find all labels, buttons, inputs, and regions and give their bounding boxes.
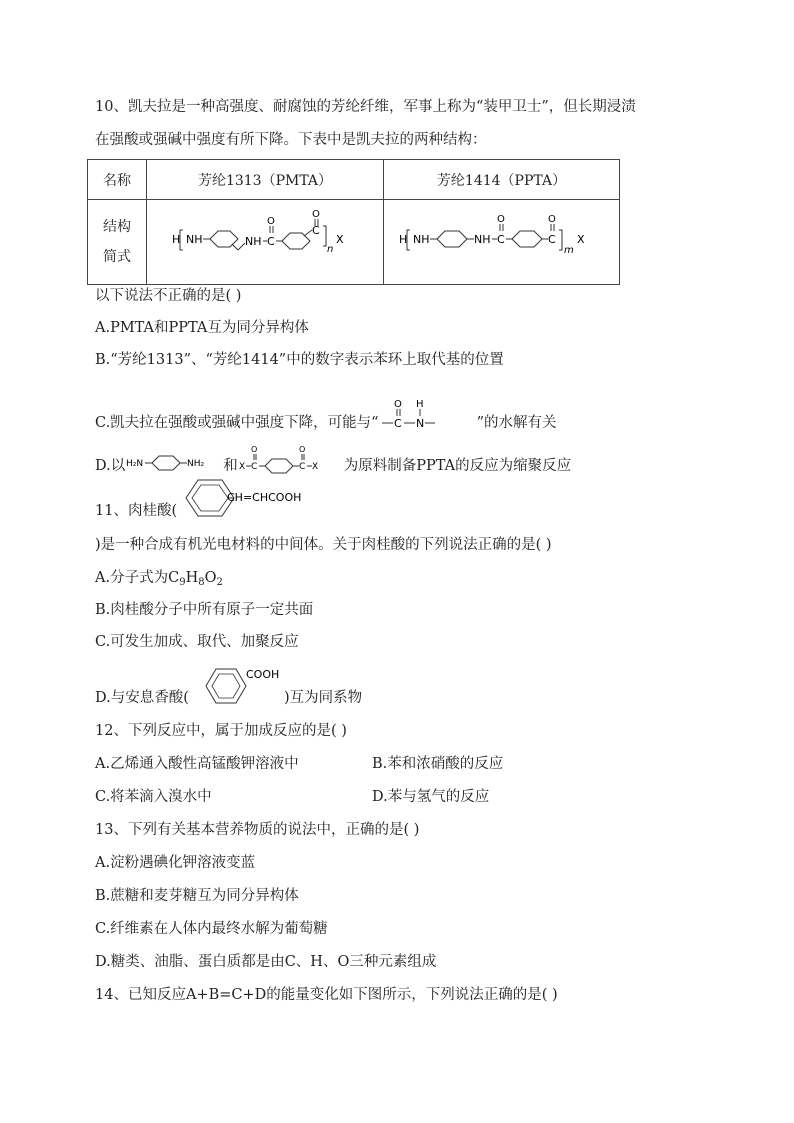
- ppta-o2: O: [547, 214, 556, 225]
- pmta-c2: C: [312, 224, 320, 237]
- q11-a-pre: A.分子式为C: [95, 570, 180, 586]
- amide-h: H: [415, 399, 424, 410]
- pmta-nh1: NH: [186, 233, 203, 246]
- acyl-x1: X: [238, 462, 245, 472]
- ppta-m: m: [563, 245, 574, 256]
- q11-d-post: )互为同系物: [284, 690, 363, 706]
- q10-d-text-pre: D.以: [95, 458, 126, 474]
- p-phenylenediamine-formula: [125, 450, 223, 476]
- q10-option-d: [95, 444, 571, 478]
- amide-n: N: [415, 417, 424, 430]
- ppta-structure-cell: [384, 200, 620, 285]
- acyl-x2: X: [311, 462, 318, 472]
- diamine-right: NH₂: [187, 459, 205, 469]
- benzoic-cooh: COOH: [246, 668, 280, 681]
- q12-option-a: A.乙烯通入酸性高锰酸钾溶液中: [95, 756, 299, 772]
- ppta-c1: C: [496, 233, 505, 246]
- ppta-x: X: [576, 233, 585, 246]
- q11-stem-line2: )是一种合成有机光电材料的中间体。关于肉桂酸的下列说法正确的是( ): [95, 537, 552, 553]
- q10-c-text-post: ”的水解有关: [476, 415, 557, 431]
- q11-a-sub-8: 8: [198, 577, 205, 588]
- ppta-nh1: NH: [412, 233, 429, 246]
- pmta-x: X: [336, 233, 344, 246]
- q12-option-b: B.苯和浓硝酸的反应: [372, 756, 504, 772]
- diamine-left: H₂N: [126, 459, 144, 469]
- q10-option-c: [95, 397, 557, 433]
- pmta-o1: O: [267, 216, 275, 227]
- acyl-o2: O: [298, 445, 306, 454]
- q11-a-sub-9: 9: [179, 577, 186, 588]
- table-header-name: 名称: [88, 160, 147, 200]
- terephthaloyl-halide-formula: [238, 444, 344, 478]
- q13-option-d: D.糖类、油脂、蛋白质都是由C、H、O三种元素组成: [95, 954, 437, 970]
- q11-a-o: O: [204, 570, 217, 586]
- q10-option-a: A.PMTA和PPTA互为同分异构体: [95, 320, 309, 336]
- q14-stem: 14、已知反应A+B=C+D的能量变化如下图所示，下列说法正确的是( ): [95, 987, 558, 1003]
- structure-table: [87, 159, 620, 285]
- acyl-o1: O: [250, 445, 258, 454]
- ppta-h: H: [398, 233, 407, 246]
- row-label-line1: 结构: [103, 219, 131, 235]
- amide-c: C: [393, 417, 402, 430]
- q10-ask: 以下说法不正确的是( ): [95, 288, 242, 304]
- q10-stem-line2: 在强酸或强碱中强度有所下降。下表中是凯夫拉的两种结构：: [95, 132, 487, 148]
- q12-option-d: D.苯与氢气的反应: [372, 789, 490, 805]
- acyl-c1: C: [250, 462, 258, 472]
- pmta-n: n: [327, 244, 334, 255]
- q10-stem-line1: 10、凯夫拉是一种高强度、耐腐蚀的芳纶纤维，军事上称为“装甲卫士”，但长期浸渍: [95, 99, 636, 115]
- q10-d-text-post: 为原料制备PPTA的反应为缩聚反应: [343, 458, 572, 474]
- q13-option-a: A.淀粉遇碘化钾溶液变蓝: [95, 855, 256, 871]
- cinnamic-side-chain: CH=CHCOOH: [227, 491, 302, 504]
- q11-option-d: [95, 688, 189, 708]
- row-label-line2: 简式: [103, 249, 131, 265]
- benzoic-acid-structure: [200, 664, 290, 708]
- pmta-c1: C: [267, 235, 275, 248]
- q11-d-pre: D.与安息香酸(: [95, 690, 189, 706]
- ppta-structure-formula: [387, 200, 617, 280]
- ppta-nh2: NH: [473, 233, 490, 246]
- acyl-c2: C: [298, 462, 306, 472]
- q11-stem-line1: [95, 501, 177, 521]
- table-header-pmta: 芳纶1313（PMTA）: [147, 160, 384, 200]
- table-row-label: [88, 200, 147, 285]
- pmta-structure-cell: [147, 200, 384, 285]
- q13-option-b: B.蔗糖和麦芽糖互为同分异构体: [95, 888, 299, 904]
- ppta-o1: O: [496, 214, 505, 225]
- q10-c-text-pre: C.凯夫拉在强酸或强碱中强度下降，可能与“: [95, 415, 379, 431]
- q11-a-h: H: [185, 570, 199, 586]
- q11-stem-pre: 11、肉桂酸(: [95, 503, 178, 519]
- amide-group-formula: [379, 397, 477, 433]
- q12-option-c: C.将苯滴入溴水中: [95, 789, 212, 805]
- pmta-o2: O: [312, 209, 320, 220]
- cinnamic-acid-structure: [178, 474, 328, 526]
- pmta-structure-formula: [150, 200, 380, 280]
- ppta-c2: C: [547, 233, 556, 246]
- q11-option-b: B.肉桂酸分子中所有原子一定共面: [95, 602, 314, 618]
- q10-d-text-mid: 和: [223, 458, 238, 474]
- pmta-h: H: [172, 233, 181, 246]
- q10-option-b: B.“芳纶1313”、“芳纶1414”中的数字表示苯环上取代基的位置: [95, 352, 504, 368]
- q13-option-c: C.纤维素在人体内最终水解为葡萄糖: [95, 921, 328, 937]
- q11-a-sub-2: 2: [216, 577, 223, 588]
- q11-option-c: C.可发生加成、取代、加聚反应: [95, 634, 299, 650]
- q11-option-a: [95, 568, 223, 593]
- pmta-nh2: NH: [245, 235, 262, 248]
- q12-stem: 12、下列反应中，属于加成反应的是( ): [95, 723, 347, 739]
- table-header-ppta: 芳纶1414（PPTA）: [384, 160, 620, 200]
- q13-stem: 13、下列有关基本营养物质的说法中，正确的是( ): [95, 822, 420, 838]
- amide-o: O: [393, 399, 402, 410]
